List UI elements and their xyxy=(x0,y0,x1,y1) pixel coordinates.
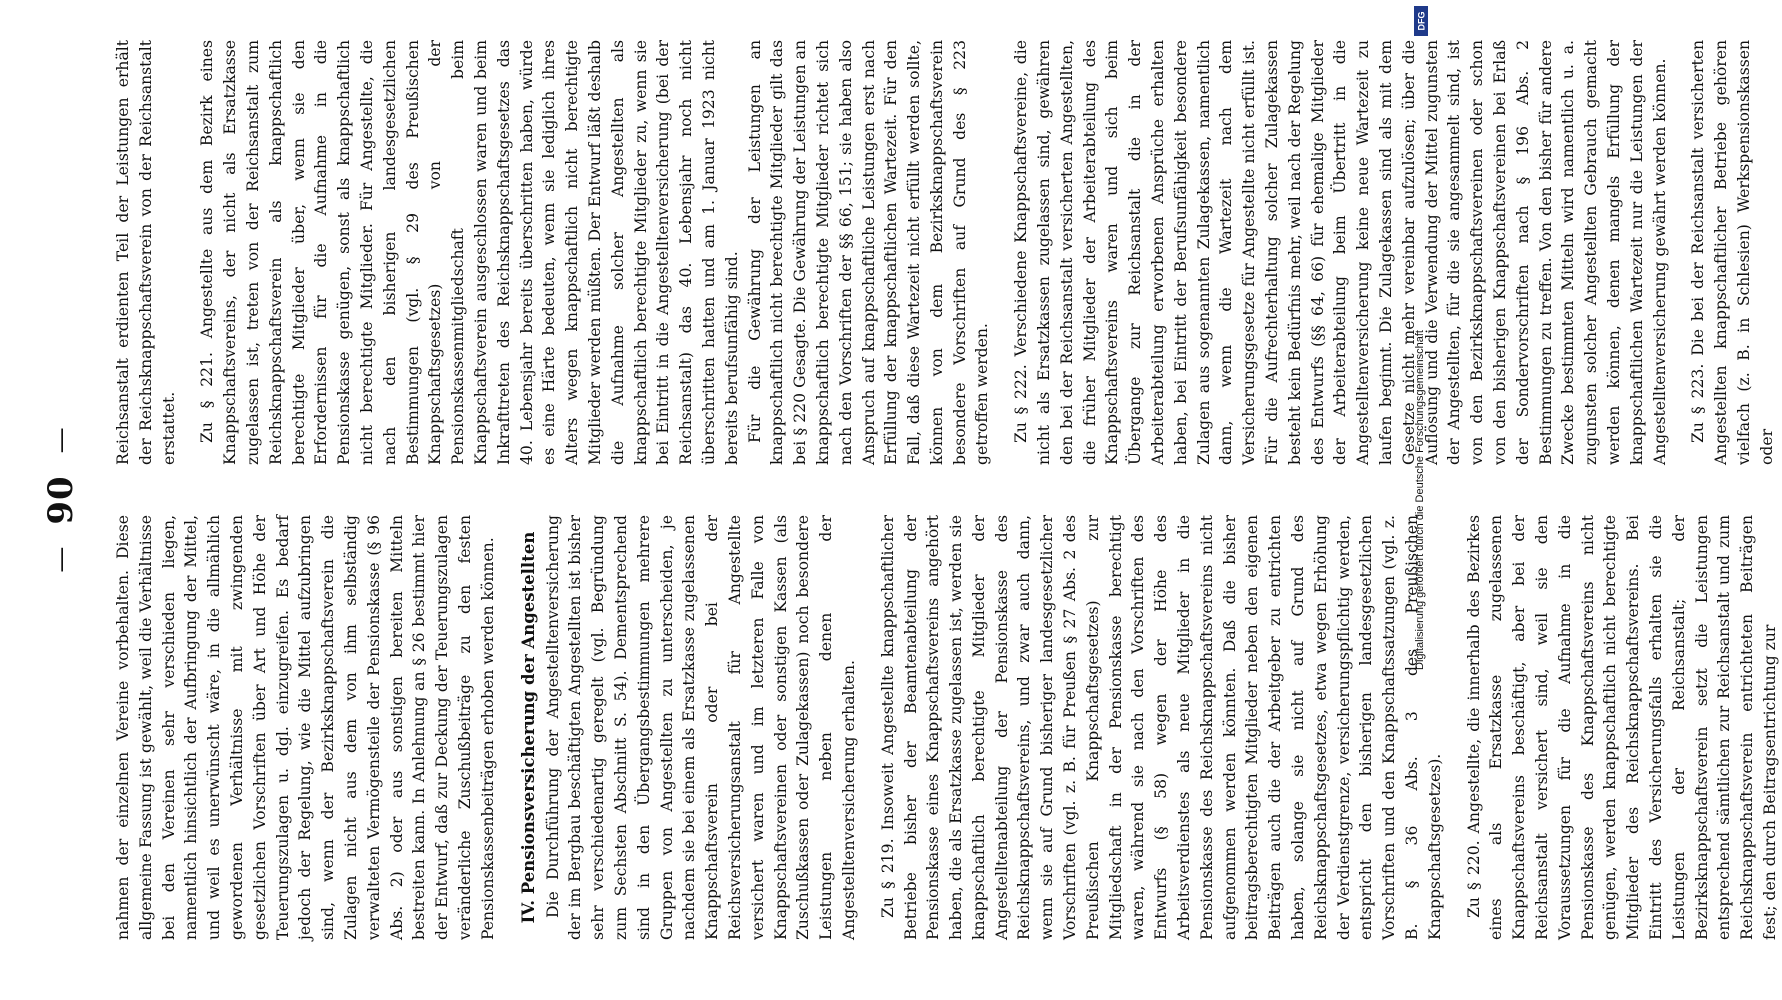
right-paragraph-5: Zu § 223. Die bei der Reichsanstalt versicherten Angestellten knappschaftlicher Betriebe gehören vielfach (z. B. in Schlesien) Werkspensionskassen oder xyxy=(1689,40,1776,465)
page-header xyxy=(34,80,88,920)
page-number: 90 xyxy=(41,475,81,525)
left-paragraph-3: Zu § 219. Insoweit Angestellte knappschaftlicher Betriebe bisher der Beamtenabteilung der Pensionskasse eines Knappschaftsvereins angehört haben, die als Ersatzkasse zugelassen ist, werden sie knappschaftlich berechtigte Mitglieder der Angestelltenabteilung der Pensionskasse des Reichsknappschaftsvereins, und zwar auch dann, wenn sie auf Grund bisheriger landesgesetzlicher Vorschriften (vgl. z. B. für Preußen § 27 Abs. 2 des Preußischen Knappschaftsgesetzes) zur Mitgliedschaft in der Pensionskasse berechtigt waren, während sie nach den Vorschriften des Entwurfs (§ 58) wegen der Höhe des Arbeitsverdienstes als neue Mitglieder in die Pensionskasse des Reichsknappschaftsvereins nicht aufgenommen werden könnten. Daß die bisher beitragsberechtigten Mitglieder neben den eigenen Beiträgen auch die der Arbeitgeber zu entrichten haben, solange sie nicht auf Grund des Reichsknappschaftsgesetzes, etwa wegen Erhöhung der Verdienstgrenze, versicherungspflichtig werden, entspricht den bisherigen landesgesetzlichen Vorschriften und den Knappschaftssatzungen (vgl. z. B. § 36 Abs. 3 des Preußischen Knappschaftsgesetzes). xyxy=(878,515,1444,940)
digitization-note-text: Digitalisierung gefördert durch die Deutsche Forschungsgemeinschaft xyxy=(1414,330,1426,670)
right-paragraph-1: Reichsanstalt erdienten Teil der Leistungen erhält der Reichsknappschaftsverein von der Reichsanstalt erstattet. xyxy=(114,40,178,465)
right-paragraph-2: Zu § 221. Angestellte aus dem Bezirk eines Knappschaftsvereins, der nicht als Ersatzkasse zugelassen ist, treten von der Reichsanstalt zum Reichsknappschaftsverein als knappschaftlich berechtigte Mitglieder über, wenn sie den Erfordernissen für die Aufnahme in die Pensionskasse genügen, sonst als knappschaftlich nicht berechtigte Mitglieder. Für Angestellte, die nach den bisherigen landesgesetzlichen Bestimmungen (vgl. § 29 des Preußischen Knappschaftsgesetzes) von der Pensionskassenmitgliedschaft beim Knappschaftsverein ausgeschlossen waren und beim Inkrafttreten des Reichsknappschaftsgesetzes das 40. Lebensjahr bereits überschritten haben, würde es eine Härte bedeuten, wenn sie lediglich ihres Alters wegen knappschaftlich nicht berechtigte Mitglieder werden müßten. Der Entwurf läßt deshalb die Aufnahme solcher Angestellten als knappschaftlich berechtigte Mitglieder zu, wenn sie bei Eintritt in die Angestelltenversicherung (bei der Reichsanstalt) das 40. Lebensjahr noch nicht überschritten hatten und am 1. Januar 1923 nicht bereits berufsunfähig sind. xyxy=(198,40,741,465)
right-paragraph-4: Zu § 222. Verschiedene Knappschaftsvereine, die nicht als Ersatzkassen zugelassen sind, gewähren den bei der Reichsanstalt versicherten Angestellten, die früher Mitglieder der Arbeiterabteilung des Knappschaftsvereins waren und sich beim Übergange zur Reichsanstalt die in der Arbeiterabteilung erworbenen Ansprüche erhalten haben, bei Eintritt der Berufsunfähigkeit besondere Zulagen aus sogenannten Zulagekassen, namentlich dann, wenn die Wartezeit nach dem Versicherungsgesetze für Angestellte nicht erfüllt ist. Für die Aufrechterhaltung solcher Zulagekassen besteht kein Bedürfnis mehr, weil nach der Regelung des Entwurfs (§§ 64, 66) für ehemalige Mitglieder der Arbeiterabteilung beim Übertritt in die Angestelltenversicherung keine neue Wartezeit zu laufen beginnt. Die Zulagekassen sind als mit dem Gesetze nicht mehr vereinbar aufzulösen; über die Auflösung und die Verwendung der Mittel zugunsten der Angestellten, für die sie angesammelt sind, ist von den Bezirksknappschaftsvereinen oder schon von den bisherigen Knappschaftsvereinen bei Erlaß der Sondervorschriften nach § 196 Abs. 2 Bestimmungen zu treffen. Von den bisher für andere Zwecke bestimmten Mitteln wird namentlich u. a. zugunsten solcher Angestellten Gebrauch gemacht werden können, denen mangels Erfüllung der knappschaftlichen Wartezeit nur die Leistungen der Angestelltenversicherung gewährt werden können. xyxy=(1012,40,1669,465)
digitization-note xyxy=(1410,8,1430,992)
dfg-logo-text: DFG xyxy=(1416,11,1426,31)
left-paragraph-1: nahmen der einzelnen Vereine vorbehalten. Diese allgemeine Fassung ist gewählt, weil die Verhältnisse bei den Vereinen sehr verschieden liegen, namentlich hinsichtlich der Aufbringung der Mittel, und weil es unerwünscht wäre, in die allmählich gewordenen Verhältnisse mit zwingenden gesetzlichen Vorschriften über Art und Höhe der Teuerungszulagen u. dgl. einzugreifen. Es bedarf jedoch der Regelung, wie die Mittel aufzubringen sind, wenn der Bezirksknappschaftsverein die Zulagen nicht aus dem von ihm selbständig verwalteten Vermögensteile der Pensionskasse (§ 96 Abs. 2) oder aus sonstigen bereiten Mitteln bestreiten kann. In Anlehnung an § 26 bestimmt hier der Entwurf, daß zur Deckung der Teuerungszulagen veränderliche Zuschußbeiträge zu den festen Pensionskassenbeiträgen erhoben werden können. xyxy=(114,515,497,940)
header-dash-right: — xyxy=(46,427,76,454)
header-dash-left: — xyxy=(46,546,76,573)
right-column xyxy=(112,40,1776,465)
left-column xyxy=(112,515,1779,940)
dfg-logo xyxy=(1414,6,1428,36)
section-heading: IV. Pensionsversicherung der Angestellten xyxy=(518,531,538,924)
right-paragraph-3: Für die Gewährung der Leistungen an knappschaftlich nicht berechtigte Mitglieder gilt das bei § 220 Gesagte. Die Gewährung der Leistungen an knappschaftlich berechtigte Mitglieder richtet sich nach den Vorschriften der §§ 66, 151; sie haben also Anspruch auf knappschaftliche Leistungen erst nach Erfüllung der knappschaftlichen Wartezeit. Für den Fall, daß diese Wartezeit nicht erfüllt werden sollte, können von dem Bezirksknappschaftsverein besondere Vorschriften auf Grund des § 223 getroffen werden. xyxy=(745,40,992,465)
left-paragraph-4: Zu § 220. Angestellte, die innerhalb des Bezirkes eines als Ersatzkasse zugelassenen Knappschaftsvereins beschäftigt, aber bei der Reichsanstalt versichert sind, weil sie den Voraussetzungen für die Aufnahme in die Pensionskasse des Knappschaftsvereins nicht genügen, werden knappschaftlich nicht berechtigte Mitglieder des Reichsknappschaftsvereins. Bei Eintritt des Versicherungsfalls erhalten sie die Leistungen der Reichsanstalt; der Bezirksknappschaftsverein setzt die Leistungen entsprechend sämtlichen zur Reichsanstalt und zum Reichsknappschaftsverein entrichteten Beiträgen fest; den durch Beitragsentrichtung zur xyxy=(1464,515,1779,940)
left-paragraph-2: Die Durchführung der Angestelltenversicherung der im Bergbau beschäftigten Angestellten ist bisher sehr verschiedenartig geregelt (vgl. Begründung zum Sechsten Abschnitt S. 54). Dementsprechend sind in den Übergangsbestimmungen mehrere Gruppen von Angestellten zu unterscheiden, je nachdem sie bei einem als Ersatzkasse zugelassenen Knappschaftsverein oder bei der Reichsversicherungsanstalt für Angestellte versichert waren und im letzteren Falle von Knappschaftsvereinen oder sonstigen Kassen (als Zuschußkassen oder Zulagekassen) noch besondere Leistungen neben denen der Angestelltenversicherung erhalten. xyxy=(543,515,858,940)
